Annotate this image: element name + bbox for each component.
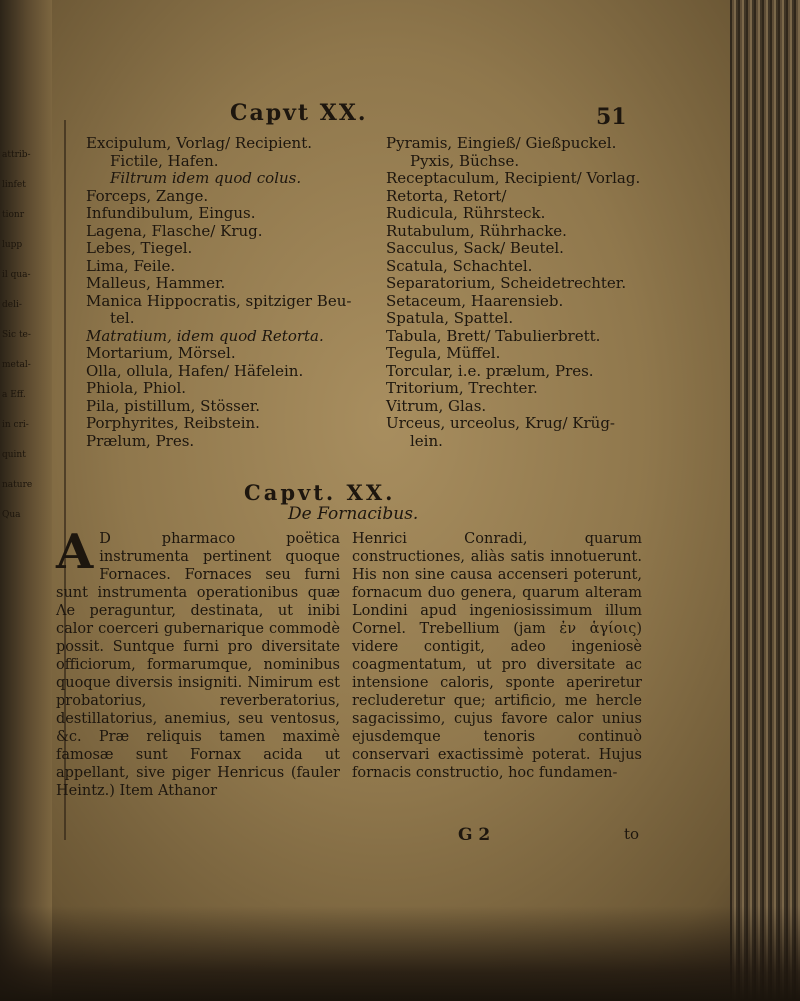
vocab-item: Pila, pistillum, Stösser. — [86, 396, 261, 415]
vocab-item: Malleus, Hammer. — [86, 274, 226, 292]
vocab-item: Torcular, i.e. prælum, Pres. — [386, 361, 594, 380]
page-stack-edge — [730, 0, 800, 1001]
previous-page-edge — [0, 0, 52, 1001]
body-column-right — [352, 530, 642, 782]
previous-page-fragment: quint — [2, 450, 26, 460]
vocab-item: Lagena, Flasche/ Krug. — [86, 221, 263, 240]
body-text-right: Henrici Conradi, quarum constructiones, aliàs satis innotuerunt. His non sine causa accenseri poterunt, fornacum duo genera, quarum alteram Londini apud ingeniosissimum illum Cornel. Trebellium (jam ἐν ἁγίοις) videre contigit, adeo ingeniosè coagmentatum, ut pro diversitate ac intensione caloris, sponte aperiretur recluderetur que; artificio, me hercle sagacissimo, cujus favore calor unius ejusdemque tenoris continuò conservari exactissimè poterat. Hujus fornacis constructio, hoc fundamen- — [352, 531, 642, 781]
chapter-header: Capvt XX. — [230, 100, 368, 126]
vocab-item: Tegula, Müffel. — [386, 344, 501, 362]
vocab-item: Retorta, Retort/ — [386, 186, 507, 205]
vocab-item: Infundibulum, Eingus. — [86, 204, 256, 222]
vocab-item: Vitrum, Glas. — [386, 396, 487, 415]
vocab-item: Excipulum, Vorlag/ Recipient. — [86, 134, 313, 152]
vocab-item: Filtrum idem quod colus. — [110, 169, 302, 187]
previous-page-fragment: tionr — [2, 210, 25, 220]
previous-page-fragment: attrib- — [2, 150, 31, 160]
vocab-item: Spatula, Spattel. — [386, 309, 514, 327]
previous-page-fragment: metal- — [2, 360, 31, 370]
catchword: to — [624, 825, 640, 843]
vocab-item: Scatula, Schachtel. — [386, 256, 533, 275]
previous-page-fragment: lupp — [2, 240, 23, 250]
vocab-item: Separatorium, Scheidetrechter. — [386, 274, 627, 292]
vocab-item: Lima, Feile. — [86, 256, 176, 275]
vocab-item: Rudicula, Rührsteck. — [386, 204, 546, 222]
bottom-shadow — [0, 906, 800, 1001]
previous-page-fragment: a Eff. — [2, 390, 26, 400]
vocab-item: Forceps, Zange. — [86, 186, 209, 205]
vocab-item: Setaceum, Haarensieb. — [386, 291, 564, 310]
vocab-item: Phiola, Phiol. — [86, 379, 187, 397]
signature-mark: G 2 — [458, 825, 491, 845]
page-number: 51 — [596, 104, 627, 130]
vocab-item: Prælum, Pres. — [86, 431, 195, 450]
body-text-left: D pharmaco poëtica instrumenta pertinent quoque Fornaces. Fornaces seu furni sunt instrumenta operationibus quæ Λe peraguntur, destinata, ut inibi calor coerceri gubernarique commodè possit. Suntque furni pro diversitate officiorum, formarumque, nominibus quoque diversis insigniti. Nimirum est probatorius, reverberatorius, destillatorius, anemius, seu ventosus, &c. Præ reliquis tamen maximè famosæ sunt Fornax acida ut appellant, sive piger Henricus (fauler Heintz.) Item Athanor — [56, 531, 340, 799]
vocab-item: Olla, ollula, Hafen/ Häfelein. — [86, 361, 304, 380]
previous-page-fragment: Qua — [2, 510, 21, 520]
vocab-item: Tritorium, Trechter. — [386, 379, 538, 397]
vocab-item: tel. — [110, 309, 135, 327]
vocab-item: Sacculus, Sack/ Beutel. — [386, 239, 564, 257]
vocab-item: Rutabulum, Rührhacke. — [386, 221, 567, 240]
previous-page-fragment: il qua- — [2, 270, 31, 280]
vocab-item: Urceus, urceolus, Krug/ Krüg- — [386, 414, 615, 432]
vocab-item: Receptaculum, Recipient/ Vorlag. — [386, 169, 641, 187]
vocab-item: Tabula, Brett/ Tabulierbrett. — [386, 326, 601, 345]
previous-page-fragment: in cri- — [2, 420, 29, 430]
vocab-item: Porphyrites, Reibstein. — [86, 414, 260, 432]
vocab-item: Mortarium, Mörsel. — [86, 344, 236, 362]
previous-page-fragment: nature — [2, 480, 33, 490]
previous-page-fragment: deli- — [2, 300, 22, 310]
previous-page-fragment: linfet — [2, 180, 26, 190]
previous-page-fragment: Sic te- — [2, 330, 31, 340]
vocab-item: Manica Hippocratis, spitziger Beu- — [86, 291, 352, 310]
vocab-item: Pyxis, Büchse. — [410, 151, 520, 170]
vocabulary-list-left — [86, 135, 356, 450]
body-column-left — [56, 524, 340, 800]
vocab-item: lein. — [410, 431, 443, 450]
vocab-item: Pyramis, Eingieß/ Gießpuckel. — [386, 134, 617, 152]
vocab-item: Fictile, Hafen. — [110, 151, 219, 170]
vocabulary-list-right — [386, 135, 676, 450]
vocab-item: Matratium, idem quod Retorta. — [86, 326, 324, 345]
drop-cap: A — [56, 524, 94, 580]
vocab-item: Lebes, Tiegel. — [86, 239, 193, 257]
chapter-title: Capvt. XX. — [244, 480, 396, 505]
chapter-subtitle: De Fornacibus. — [288, 504, 419, 524]
